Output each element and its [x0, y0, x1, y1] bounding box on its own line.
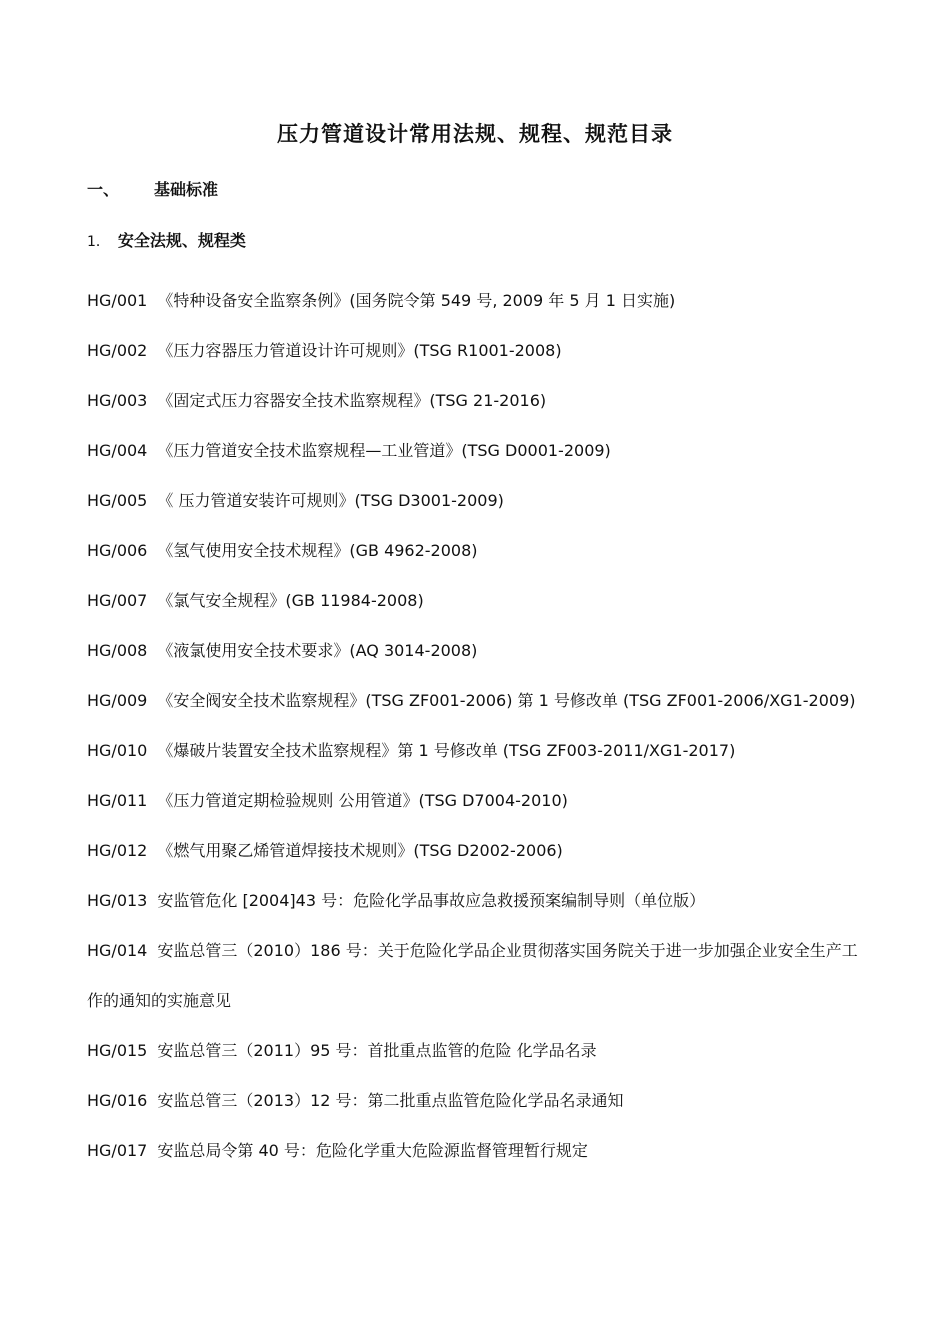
entry-text: 《 压力管道安装许可规则》(TSG D3001-2009) — [157, 491, 504, 510]
list-item — [87, 926, 865, 1026]
list-item — [87, 426, 865, 476]
entry-code: HG/003 — [87, 391, 148, 410]
entry-text: 《压力管道安全技术监察规程—工业管道》(TSG D0001-2009) — [157, 441, 611, 460]
entry-code: HG/012 — [87, 841, 148, 860]
entry-code: HG/006 — [87, 541, 148, 560]
entry-code: HG/009 — [87, 691, 148, 710]
entry-code: HG/010 — [87, 741, 148, 760]
list-item — [87, 876, 865, 926]
subsection-heading — [87, 228, 246, 251]
entry-code: HG/001 — [87, 291, 148, 310]
entry-text: 《爆破片装置安全技术监察规程》第 1 号修改单 (TSG ZF003-2011/XG1-2017) — [157, 741, 736, 760]
entry-text: 《氯气安全规程》(GB 11984-2008) — [157, 591, 424, 610]
entry-text: 安监总局令第 40 号：危险化学重大危险源监督管理暂行规定 — [157, 1141, 588, 1160]
section-title: 基础标准 — [154, 180, 219, 199]
entry-text: 《压力容器压力管道设计许可规则》(TSG R1001-2008) — [157, 341, 562, 360]
list-item — [87, 576, 865, 626]
entry-code: HG/008 — [87, 641, 148, 660]
entry-code: HG/004 — [87, 441, 148, 460]
entry-text: 《氢气使用安全技术规程》(GB 4962-2008) — [157, 541, 478, 560]
entry-text: 《安全阀安全技术监察规程》(TSG ZF001-2006) 第 1 号修改单 (TSG ZF001-2006/XG1-2009) — [157, 691, 856, 710]
list-item — [87, 326, 865, 376]
list-item — [87, 276, 865, 326]
entry-text: 《压力管道定期检验规则 公用管道》(TSG D7004-2010) — [157, 791, 568, 810]
page-title: 压力管道设计常用法规、规程、规范目录 — [277, 122, 673, 146]
list-item — [87, 726, 865, 776]
list-item — [87, 1076, 865, 1126]
entry-text: 安监管危化 [2004]43 号：危险化学品事故应急救援预案编制导则（单位版） — [157, 891, 706, 910]
list-item — [87, 526, 865, 576]
entry-text: 安监总管三（2010）186 号：关于危险化学品企业贯彻落实国务院关于进一步加强企业安全生产工作的通知的实施意见 — [87, 941, 858, 1010]
list-item — [87, 1026, 865, 1076]
list-item — [87, 476, 865, 526]
entry-text: 安监总管三（2011）95 号：首批重点监管的危险 化学品名录 — [157, 1041, 597, 1060]
entry-code: HG/002 — [87, 341, 148, 360]
section-heading — [87, 177, 218, 200]
list-item — [87, 676, 865, 726]
list-item — [87, 826, 865, 876]
entry-code: HG/007 — [87, 591, 148, 610]
section-number: 一、 — [87, 180, 120, 199]
entry-code: HG/005 — [87, 491, 148, 510]
entry-code: HG/011 — [87, 791, 148, 810]
list-item — [87, 776, 865, 826]
subsection-title: 安全法规、规程类 — [117, 231, 246, 250]
entry-text: 《固定式压力容器安全技术监察规程》(TSG 21-2016) — [157, 391, 547, 410]
list-item — [87, 1126, 865, 1176]
entry-code: HG/016 — [87, 1091, 148, 1110]
list-item — [87, 626, 865, 676]
entry-text: 《特种设备安全监察条例》(国务院令第 549 号, 2009 年 5 月 1 日实施) — [157, 291, 676, 310]
subsection-number: 1． — [87, 234, 110, 250]
regulation-list — [87, 276, 865, 1176]
entry-code: HG/014 — [87, 941, 148, 960]
entry-text: 安监总管三（2013）12 号：第二批重点监管危险化学品名录通知 — [157, 1091, 624, 1110]
entry-code: HG/015 — [87, 1041, 148, 1060]
entry-code: HG/017 — [87, 1141, 148, 1160]
entry-text: 《燃气用聚乙烯管道焊接技术规则》(TSG D2002-2006) — [157, 841, 563, 860]
entry-text: 《液氯使用安全技术要求》(AQ 3014-2008) — [157, 641, 478, 660]
entry-code: HG/013 — [87, 891, 148, 910]
list-item — [87, 376, 865, 426]
